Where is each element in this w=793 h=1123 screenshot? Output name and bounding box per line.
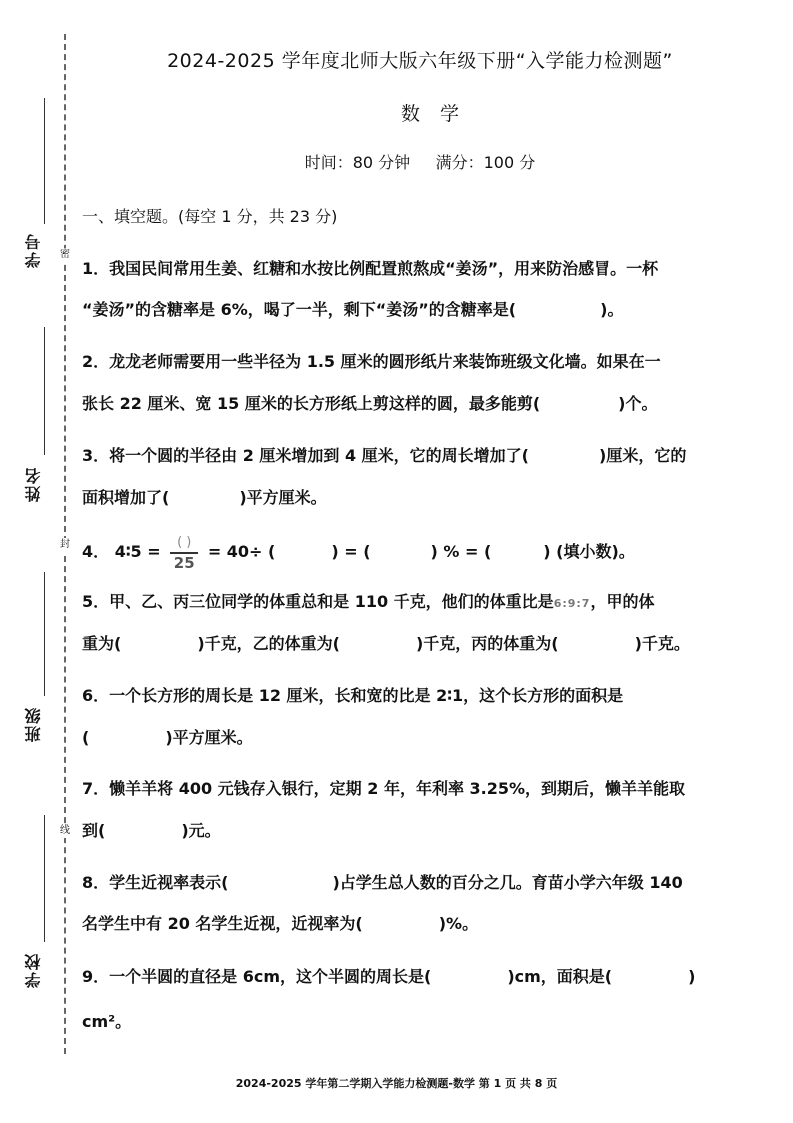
page-footer: 2024-2025 学年第二学期入学能力检测题-数学 第 1 页 共 8 页	[235, 1077, 558, 1090]
question-4-part-2: ) = (	[331, 542, 371, 561]
fraction-denominator: 25	[173, 553, 195, 572]
class-line	[44, 572, 45, 696]
seal-mark-fold: 封	[60, 539, 70, 550]
student-id-label: 学号	[24, 232, 43, 268]
question-3-mid: )厘米，它的	[599, 446, 687, 465]
question-8-line-2	[82, 914, 744, 934]
section-heading: 一、填空题。(每空 1 分，共 23 分)	[82, 207, 338, 226]
question-3-line-2	[82, 488, 744, 508]
question-8-text-2: 名学生中有 20 名学生近视，近视率为(	[82, 914, 363, 933]
question-8-mid: )占学生总人数的百分之几。育苗小学六年级 140	[332, 873, 683, 892]
question-9-close: )	[688, 967, 696, 986]
question-5-line-1	[82, 592, 744, 614]
question-9-text: 9．一个半圆的直径是 6cm，这个半圆的周长是(	[82, 967, 432, 986]
question-4-prefix: 4． 4∶5 =	[82, 542, 161, 561]
question-7-line-2	[82, 821, 744, 841]
question-5-text-2: 重为(	[82, 634, 122, 653]
fraction-numerator-blank[interactable]: ( )	[177, 534, 192, 550]
question-5-mid: ，甲的体	[590, 592, 655, 611]
question-9-mid: )cm，面积是(	[507, 967, 613, 986]
question-4	[82, 534, 744, 570]
question-4-part-3: ) % = (	[430, 542, 492, 561]
question-4-fraction	[170, 535, 198, 571]
seal-mark-line: 线	[60, 825, 70, 836]
question-8-close: )%。	[438, 914, 479, 933]
question-1-line-2	[82, 300, 744, 320]
question-9-line-1	[82, 967, 744, 987]
question-2-line-1: 2．龙龙老师需要用一些半径为 1.5 厘米的圆形纸片来装饰班级文化墙。如果在一	[82, 352, 661, 371]
question-3-line-1	[82, 446, 744, 466]
question-5-text-4: )千克，丙的体重为(	[415, 634, 559, 653]
question-6-open: (	[82, 728, 90, 747]
question-1-text: “姜汤”的含糖率是 6%，喝了一半，剩下“姜汤”的含糖率是(	[82, 300, 517, 319]
subject-title: 数学	[400, 103, 479, 125]
question-6-close: )平方厘米。	[165, 728, 253, 747]
question-7-line-1: 7．懒羊羊将 400 元钱存入银行，定期 2 年，年利率 3.25%，到期后，懒羊羊能取	[82, 779, 686, 798]
question-2-close: )个。	[618, 394, 658, 413]
question-8-text: 8．学生近视率表示(	[82, 873, 229, 892]
question-3-close: )平方厘米。	[239, 488, 327, 507]
question-1-line-1: 1．我国民间常用生姜、红糖和水按比例配置煎熬成“姜汤”，用来防治感冒。一杯	[82, 259, 659, 278]
question-9-line-2: cm²。	[82, 1012, 132, 1031]
page-title: 2024-2025 学年度北师大版六年级下册“入学能力检测题”	[167, 50, 673, 72]
name-line	[44, 327, 45, 455]
question-7-text: 到(	[82, 821, 106, 840]
question-5-close: )千克。	[634, 634, 690, 653]
seal-mark-seal: 密	[60, 249, 70, 260]
question-3-text: 3．将一个圆的半径由 2 厘米增加到 4 厘米，它的周长增加了(	[82, 446, 529, 465]
question-3-text-2: 面积增加了(	[82, 488, 170, 507]
question-1-close: )。	[600, 300, 624, 319]
question-2-text: 张长 22 厘米、宽 15 厘米的长方形纸上剪这样的圆，最多能剪(	[82, 394, 541, 413]
class-label: 班级	[24, 706, 43, 742]
question-4-part-1: = 40÷ (	[207, 542, 276, 561]
question-5-line-2	[82, 634, 744, 654]
exam-time-info: 时间：80 分钟 满分：100 分	[304, 153, 536, 172]
question-2-line-2	[82, 394, 744, 414]
question-6-line-2	[82, 728, 744, 748]
question-4-part-4: ) (填小数)。	[543, 542, 635, 561]
ratio-label: 6:9:7	[553, 597, 591, 610]
question-5-text-3: )千克，乙的体重为(	[197, 634, 340, 653]
school-label: 学校	[24, 952, 43, 988]
question-5-text: 5．甲、乙、丙三位同学的体重总和是 110 千克，他们的体重比是	[82, 592, 554, 611]
question-7-close: )元。	[181, 821, 221, 840]
question-6-line-1: 6．一个长方形的周长是 12 厘米，长和宽的比是 2∶1，这个长方形的面积是	[82, 686, 624, 705]
student-id-line	[44, 98, 45, 224]
school-line	[44, 815, 45, 942]
question-8-line-1	[82, 873, 744, 893]
name-label: 姓名	[24, 466, 43, 502]
